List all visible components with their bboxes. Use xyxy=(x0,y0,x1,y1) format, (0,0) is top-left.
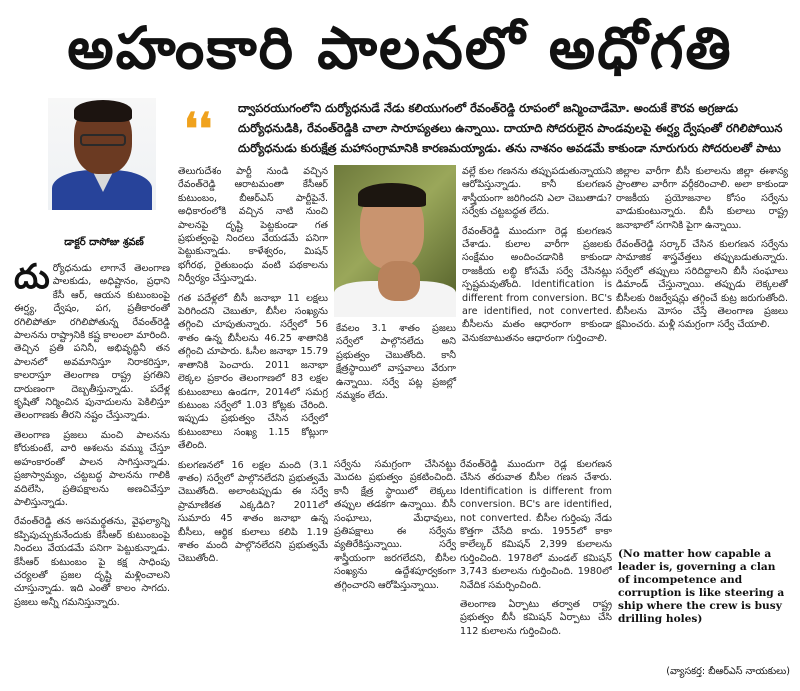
paragraph: వల్లే కుల గణనను తప్పుపడుతున్నాయని ఆరోపిస్తున్నాడు. కానీ కులగణన శాస్త్రీయంగా జరిగిందని ఎలా చెబుతాడు? సర్వేకు చట్టబద్ధత లేదు. xyxy=(462,166,612,218)
paragraph: తెలుగుదేశం పార్టీ నుండి వచ్చిన రేవంత్‌రెడ్డి ఆరాటమంతా కేసీఆర్ కుటుంబం, బీఆర్ఎస్ పార్టీపైనే. అధికారంలోకి వచ్చిన నాటి నుంచి పాలనపై దృష్టి పెట్టకుండా గత ప్రభుత్వంపై నిందలు వేయడమే పనిగా పెట్టుకున్నాడు. కాళేశ్వరం, మిషన్ భగీరథ, రైతుబంధు వంటి పథకాలను నిర్వీర్యం చేస్తున్నాడు. xyxy=(178,166,328,285)
photo-caption: కేవలం 3.1 శాతం ప్రజలు సర్వేలో పాల్గొనలేదు అని ప్రభుత్వం చెబుతోంది. కానీ క్షేత్రస్థాయిలో వాస్తవాలు వేరుగా ఉన్నాయి. సర్వే పట్ల ప్రజల్లో నమ్మకం లేదు. xyxy=(336,323,456,402)
article-column-5 xyxy=(616,165,788,610)
paragraph: ర్యోధనుడు లాగానే తెలంగాణ పాలకుడు, అధిష్టానం, ప్రధాని కేసీ ఆర్, ఆయన కుటుంబంపై ఈర్ష్య, ద్వేషం, పగ, ప్రతీకారంతో రగిలిపోతూ రగిలిపోతున్న రేవంత్‌రెడ్డి పాలనను రాష్ట్రానికి కష్ట కాలంలా మారింది. తెచ్చిన ప్రతి పనినీ, అభివృద్ధినీ తన పాలనలో అవమానిస్తూ నిరాకరిస్తూ, కాలరాస్తూ తెలంగాణ రాష్ట్ర ప్రగతిని దారుణంగా దెబ్బతీస్తున్నాడు. పదేళ్ల కృషితో నిర్మించిన పునాదులను పెకిలిస్తూ తెలంగాణకు తీరని నష్టం చేస్తున్నాడు. xyxy=(14,263,170,422)
paragraph: రేవంత్‌రెడ్డి ముందుగా రెడ్ల కులగణన చేసిన తరువాత బీసీల గణన చేశారు. Identification is different from conversion. BC's are identified, not converted. బీసీల గుర్తింపు నేడు కొత్తగా చేసేది కాదు. 1955లో కాకా కాలేల్కర్ కమిషన్ 2,399 కులాలను గుర్తించింది. 1978లో మండల్ కమిషన్ 3,743 కులాలను గుర్తించింది. 1980లో నివేదిక సమర్పించింది. xyxy=(460,459,612,591)
article-column-4 xyxy=(462,165,612,455)
author-byline: డాక్టర్ దాసోజు శ్రవణ్ xyxy=(64,237,144,248)
paragraph: రేవంత్‌రెడ్డి సర్కార్ చేసిన కులగణన సర్వేను సామాజిక శాస్త్రవేత్తలు తప్పుబడుతున్నారు. సర్వేలో తప్పులు సరిదిద్దాలని బీసీ సంఘాలు డిమాండ్ చేస్తున్నాయి. తప్పుడు లెక్కలతో బీసీలకు రిజర్వేషన్లు తగ్గించే కుట్ర జరుగుతోంది. బీసీలను మోసం చేస్తే తెలంగాణ ప్రజలు క్షమించరు. మళ్లీ సమగ్రంగా సర్వే చేయాలి. xyxy=(616,239,788,331)
english-quote: (No matter how capable a leader is, governing a clan of incompetence and corruption is like steering a ship where the crew is busy drilling holes) xyxy=(618,548,785,625)
article-column-3 xyxy=(334,458,456,688)
politician-photo xyxy=(334,165,456,317)
writer-credit: (వ్యాసకర్త: బీఆర్ఎస్ నాయకులు) xyxy=(666,666,790,677)
paragraph: సర్వేను సమగ్రంగా చేసినట్టు మొదట ప్రభుత్వం ప్రకటించింది. కానీ క్షేత్ర స్థాయిలో లెక్కలు తప్పుల తడకగా ఉన్నాయి. బీసీ సంఘాలు, మేధావులు, ప్రతిపక్షాలు ఈ సర్వేను వ్యతిరేకిస్తున్నాయి. సర్వే శాస్త్రీయంగా జరగలేదని, బీసీల సంఖ్యను ఉద్దేశపూర్వకంగా తగ్గించారని ఆరోపిస్తున్నాయి. xyxy=(334,459,456,591)
paragraph: రేవంత్‌రెడ్డి తన అసమర్థతను, వైఫల్యాన్ని కప్పిపుచ్చుకునేందుకు కేసీఆర్ కుటుంబంపై నిందలు వేయడమే పనిగా పెట్టుకున్నాడు. కేసీఆర్ కుటుంబం పై కక్ష సాధింపు చర్యలతో ప్రజల దృష్టి మళ్లించాలని చూస్తున్నాడు. ఇది ఎంతో కాలం సాగదు. ప్రజలు అన్నీ గమనిస్తున్నారు. xyxy=(14,516,170,608)
article-column-4b xyxy=(460,458,612,688)
paragraph: జిల్లాల వారీగా బీసీ కులాలను జిల్లా ఈశాన్య ప్రాంతాల వారీగా వర్గీకరించాలి. అలా కాకుండా రాజకీయ ప్రయోజనాల కోసం సర్వేను వాడుకుంటున్నారు. బీసీ కులాలు రాష్ట్ర జనాభాలో సగానికి పైగా ఉన్నాయి. xyxy=(616,166,788,231)
author-photo xyxy=(48,98,156,210)
paragraph: గత పదేళ్లలో బీసీ జనాభా 11 లక్షలు పెరిగిందని చెబుతూ, బీసీల సంఖ్యను తగ్గించి చూపుతున్నారు. సర్వేలో 56 శాతం ఉన్న బీసీలను 46.25 శాతానికి తగ్గించి చూపారు. ఓసీల జనాభా 15.79 శాతానికి పెంచారు. 2011 జనాభా లెక్కల ప్రకారం తెలంగాణలో 83 లక్షల కుటుంబాలు ఉండగా, 2014లో సమగ్ర కుటుంబ సర్వేలో 1.03 కోట్లకు చేరింది. ఇప్పుడు ప్రభుత్వం చేసిన సర్వేలో కుటుంబాలు సంఖ్య 1.15 కోట్లుగా తేలింది. xyxy=(178,292,328,452)
pullquote: ద్వాపరయుగంలోని దుర్యోధనుడే నేడు కలియుగంలో రేవంత్‌రెడ్డి రూపంలో జన్మించాడేమో. అందుకే కౌరవ అగ్రజుడు దుర్యోధనుడికి, రేవంత్‌రెడ్డికి చాలా సారూప్యతలు ఉన్నాయి. దాయాది సోదరులైన పాండవులపై ఈర్ష్య ద్వేషంతో రగిలిపోయిన దుర్యోధనుడు కురుక్షేత్ర మహాసంగ్రామానికి కారణమయ్యాడు. తను నాశనం అవడమే కాకుండా నూరుగురు సోదరులతో పాటు xyxy=(238,101,783,155)
paragraph: రేవంత్‌రెడ్డి ముందుగా రెడ్ల కులగణన చేశాడు. కులాల వారీగా ప్రజలకు సంక్షేమం అందించడానికి కాకుండా రాజకీయ లబ్ధి కోసమే సర్వే చేసినట్లు స్పష్టమవుతోంది. Identification is different from conversion. BC's are identified, not converted. బీసీలను మతం ఆధారంగా కాకుండా వెనుకబాటుతనం ఆధారంగా గుర్తించాలి. xyxy=(462,225,612,344)
paragraph: తెలంగాణ ఏర్పాటు తర్వాత రాష్ట్ర ప్రభుత్వం బీసీ కమిషన్ ఏర్పాటు చేసి 112 కులాలను గుర్తించింది. xyxy=(460,599,612,637)
article-column-2 xyxy=(178,165,328,685)
drop-cap: దు xyxy=(14,262,50,297)
article-column-1 xyxy=(14,262,170,682)
headline: అహంకారి పాలనలో అధోగతి xyxy=(67,14,733,82)
quote-mark-icon: ❛❛ xyxy=(184,104,213,155)
paragraph: కులగణనలో 16 లక్షల మంది (3.1 శాతం) సర్వేలో పాల్గొనలేదని ప్రభుత్వమే చెబుతోంది. అలాంటప్పుడు ఈ సర్వే ప్రామాణికత ఎక్కడిది? 2011లో సుమారు 45 శాతం జనాభా ఉన్న బీసీలు, ఆర్థిక కులాలు కలిపి 1.19 శాతం మంది పాల్గొనలేదని ప్రభుత్వమే చెబుతోంది. xyxy=(178,459,328,565)
paragraph: తెలంగాణ ప్రజలు మంచి పాలనను కోరుకుంటే, వారి ఆశలను వమ్ము చేస్తూ అహంకారంతో పాలన సాగిస్తున్నాడు. ప్రజాస్వామ్యం, చట్టబద్ధ పాలనను గాలికి వదిలేసి, ప్రతిపక్షాలను అణచివేస్తూ పాలిస్తున్నాడు. xyxy=(14,429,170,508)
